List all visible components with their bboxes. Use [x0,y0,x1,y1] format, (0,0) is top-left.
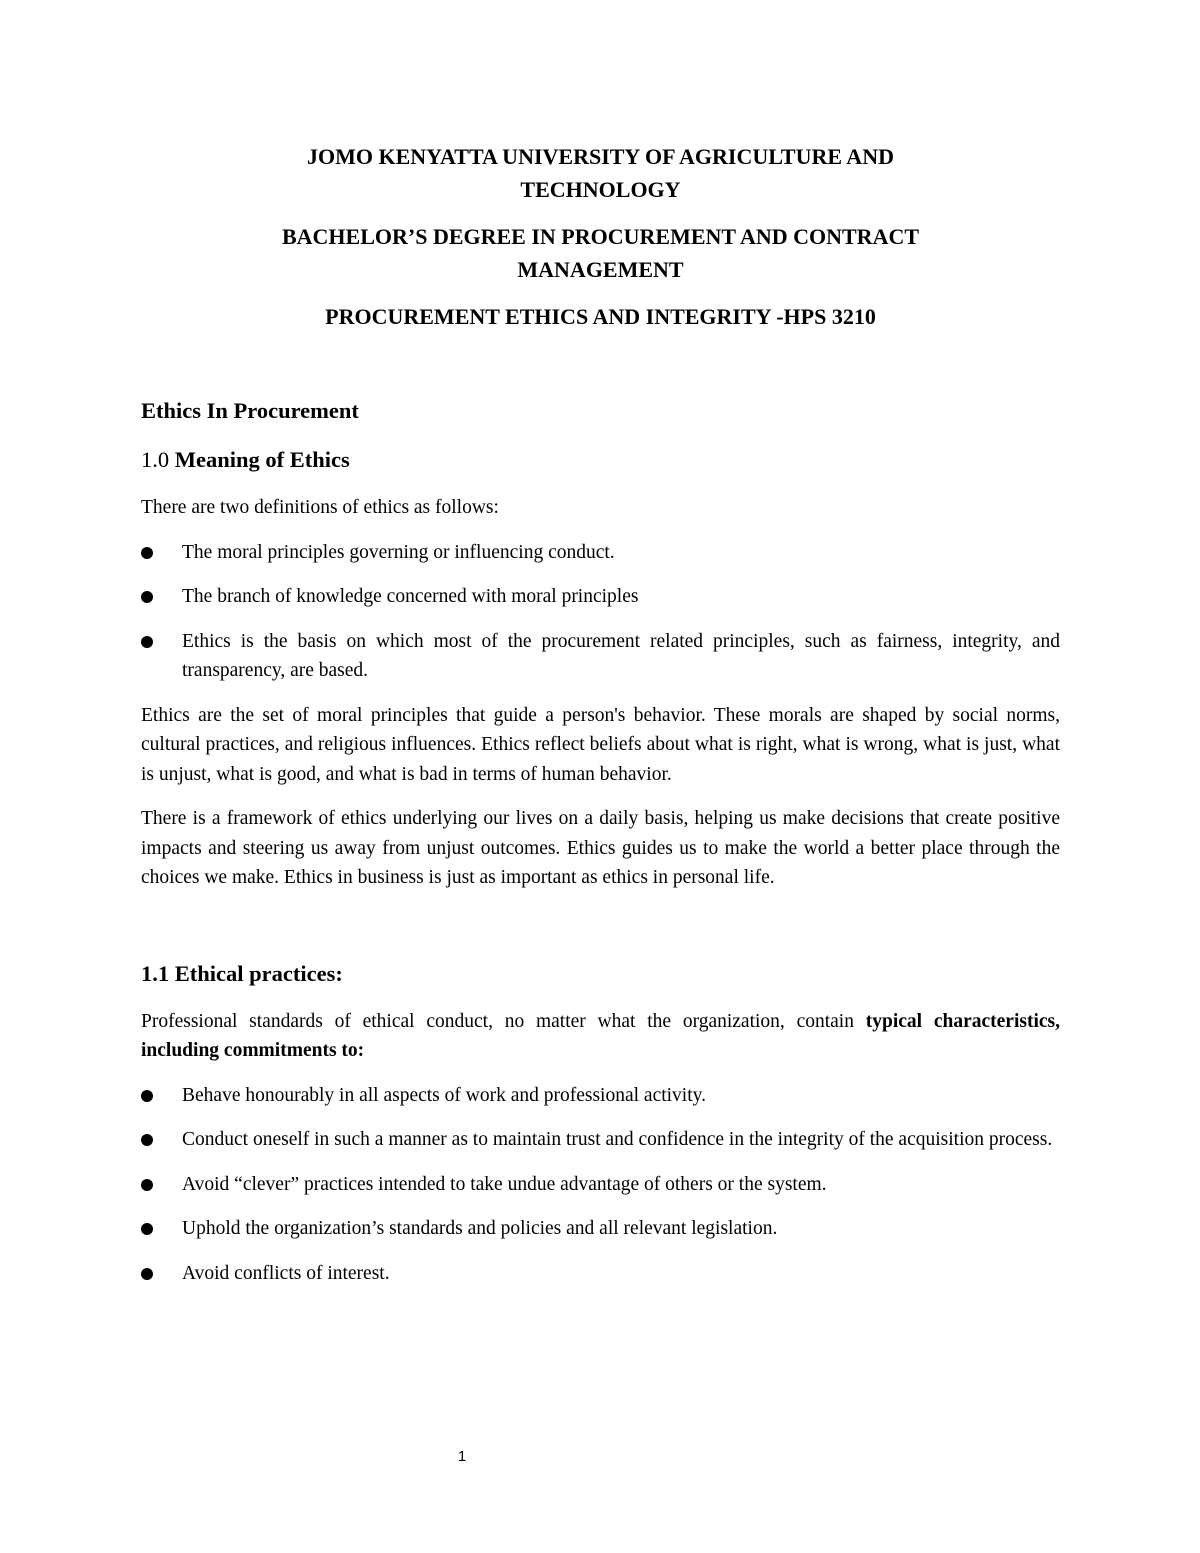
list-item [141,627,1060,686]
commitments-list [141,1081,1060,1289]
course-title [141,300,1060,333]
degree-title-line-2: MANAGEMENT [517,257,684,282]
list-item-text: Uphold the organization’s standards and policies and all relevant legislation. [182,1218,778,1239]
bullet-icon [141,1223,153,1235]
ethical-practices-intro-text: Professional standards of ethical conduct, no matter what the organization, contain [141,1010,866,1032]
ethical-practices-heading: 1.1 Ethical practices: [141,960,343,986]
page-number: 1 [457,1448,467,1465]
ethics-framework-paragraph: There is a framework of ethics underlying our lives on a daily basis, helping us make decisions that create positive impacts and steering us away from unjust outcomes. Ethics guides us to make the world a better place through the choices we make. Ethics in business is just as important as ethics in personal life. [141,808,1060,888]
ethics-definition-paragraph: Ethics are the set of moral principles that guide a person's behavior. These morals are shaped by social norms, cultural practices, and religious influences. Ethics reflect beliefs about what is right, what is wrong, what is just, what is unjust, what is good, and what is bad in terms of human behavior. [141,704,1060,785]
list-item [141,1259,1060,1289]
bullet-icon [141,1134,153,1146]
definitions-list [141,538,1060,686]
list-item-text: The moral principles governing or influencing conduct. [182,541,615,563]
course-title-line: PROCUREMENT ETHICS AND INTEGRITY -HPS 3210 [325,304,876,329]
degree-title-line-1: BACHELOR’S DEGREE IN PROCUREMENT AND CONTRACT [281,224,920,249]
list-item [141,1125,1060,1155]
university-title-line-1: JOMO KENYATTA UNIVERSITY OF AGRICULTURE AND [307,144,894,169]
bullet-icon [141,591,153,603]
page-content [141,140,1060,1288]
list-item [141,582,1060,612]
list-item-text: Avoid “clever” practices intended to take undue advantage of others or the system. [182,1173,827,1195]
meaning-of-ethics-title: Meaning of Ethics [174,447,350,472]
degree-title [141,220,1060,286]
list-item-text: Behave honourably in all aspects of work and professional activity. [182,1084,707,1106]
list-item-text: Ethics is the basis on which most of the procurement related principles, such as fairness, integrity, and transparency, are based. [182,630,1060,681]
bullet-icon [141,1179,153,1191]
university-title-line-2: TECHNOLOGY [520,177,681,202]
ethical-practices-intro-bold: typical characteristics, including commitments to: [141,1010,1060,1061]
definitions-intro: There are two definitions of ethics as follows: [141,497,499,518]
ethics-in-procurement-heading: Ethics In Procurement [141,398,359,423]
bullet-icon [141,547,153,559]
list-item-text: Avoid conflicts of interest. [182,1262,390,1284]
list-item [141,1214,1060,1244]
list-item-text: The branch of knowledge concerned with moral principles [182,586,639,607]
list-item [141,538,1060,568]
meaning-of-ethics-number: 1.0 [141,447,170,472]
meaning-of-ethics-heading [141,445,1060,475]
university-title [141,140,1060,206]
ethical-practices-intro [141,1007,1060,1066]
bullet-icon [141,636,153,648]
list-item-text: Conduct oneself in such a manner as to maintain trust and confidence in the integrity of the acquisition process. [182,1129,1053,1150]
bullet-icon [141,1268,153,1280]
list-item [141,1170,1060,1200]
bullet-icon [141,1090,153,1102]
list-item [141,1081,1060,1111]
